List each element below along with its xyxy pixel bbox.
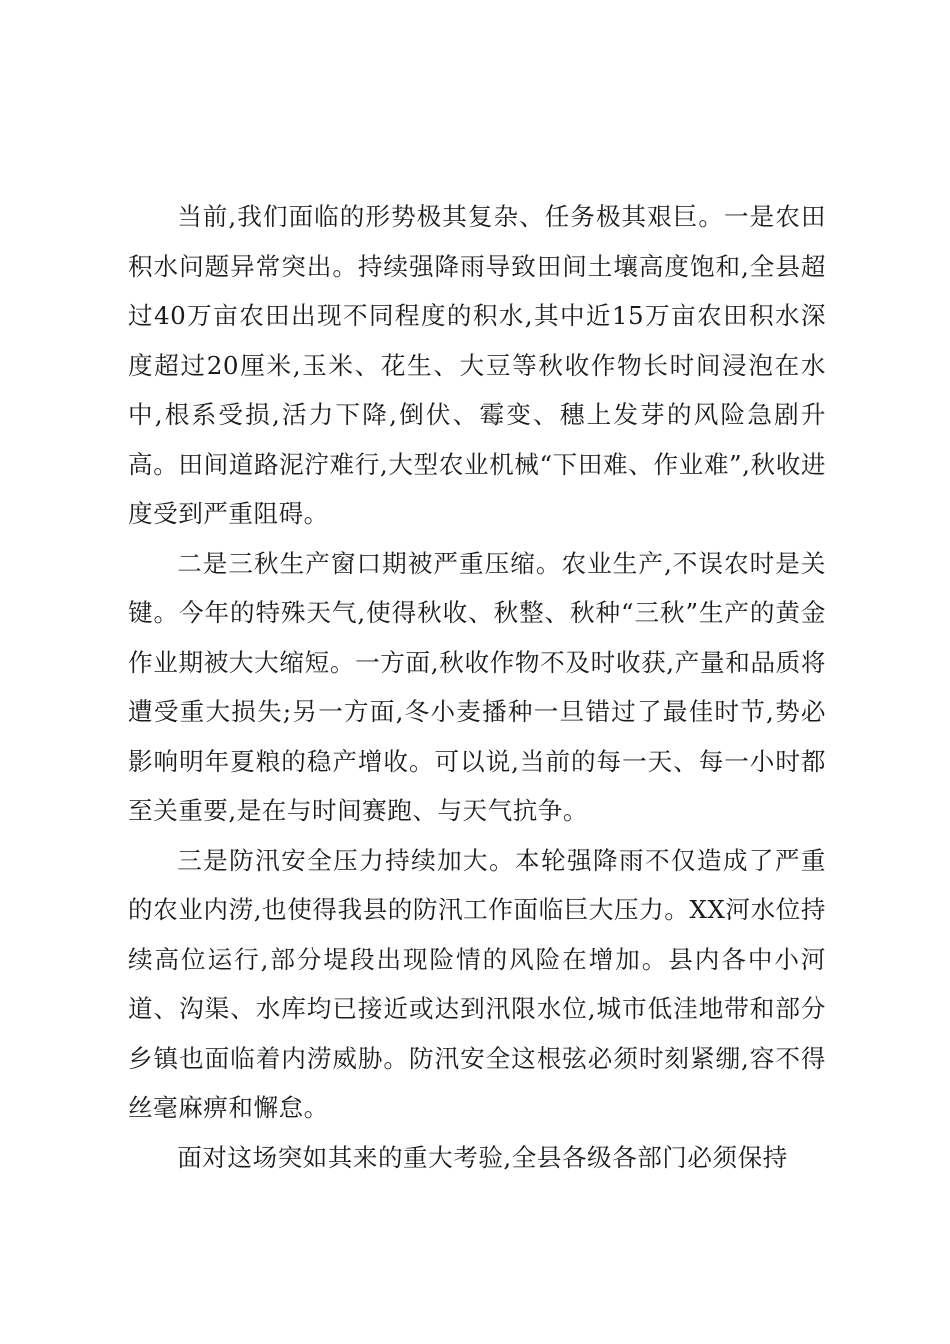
document-body xyxy=(128,192,826,1182)
paragraph-situation: 当前,我们面临的形势极其复杂、任务极其艰巨。一是农田积水问题异常突出。持续强降雨导致田间土壤高度饱和,全县超过40万亩农田出现不同程度的积水,其中近15万亩农田积水深度超过20厘米,玉米、花生、大豆等秋收作物长时间浸泡在水中,根系受损,活力下降,倒伏、霉变、穗上发芽的风险急剧升高。田间道路泥泞难行,大型农业机械“下田难、作业难”,秋收进度受到严重阻碍。 xyxy=(128,202,826,528)
paragraph-response: 面对这场突如其来的重大考验,全县各级各部门必须保持 xyxy=(177,1142,788,1172)
paragraph-flood-safety: 三是防汛安全压力持续加大。本轮强降雨不仅造成了严重的农业内涝,也使得我县的防汛工作面临巨大压力。XX河水位持续高位运行,部分堤段出现险情的风险在增加。县内各中小河道、沟渠、水库均已接近或达到汛限水位,城市低洼地带和部分乡镇也面临着内涝威胁。防汛安全这根弦必须时刻紧绷,容不得丝毫麻痹和懈怠。 xyxy=(128,845,826,1122)
paragraph-harvest-window: 二是三秋生产窗口期被严重压缩。农业生产,不误农时是关键。今年的特殊天气,使得秋收、秋整、秋种“三秋”生产的黄金作业期被大大缩短。一方面,秋收作物不及时收获,产量和品质将遭受重大损失;另一方面,冬小麦播种一旦错过了最佳时节,势必影响明年夏粮的稳产增收。可以说,当前的每一天、每一小时都至关重要,是在与时间赛跑、与天气抗争。 xyxy=(128,548,826,825)
